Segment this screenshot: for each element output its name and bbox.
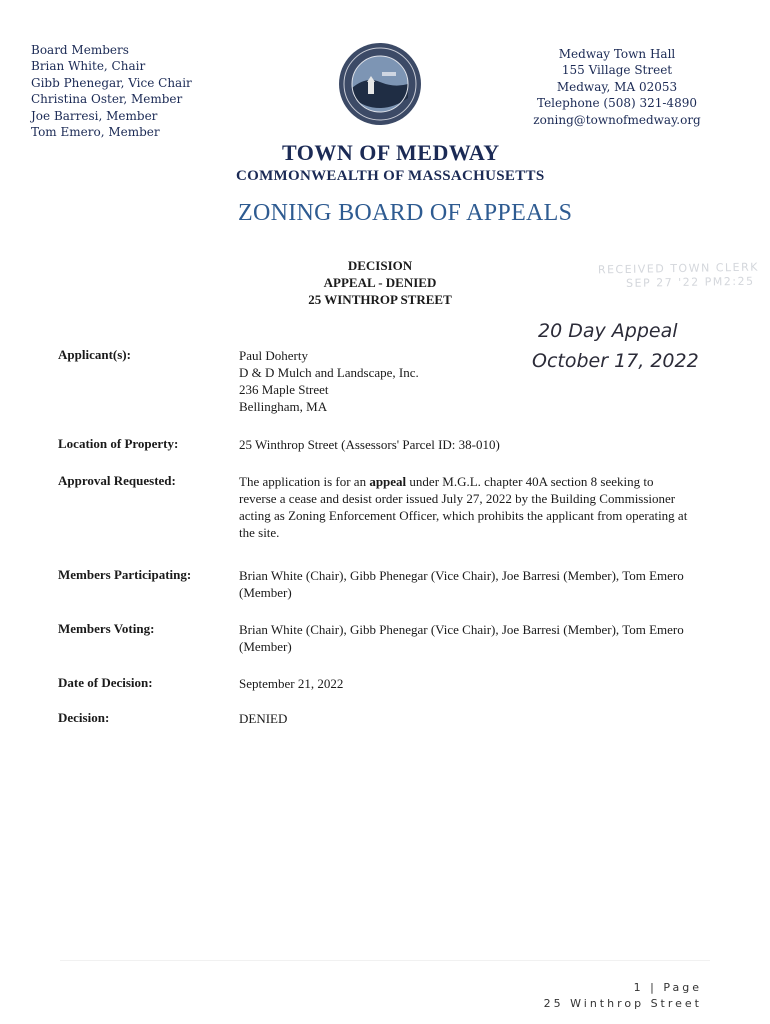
divider [60, 960, 710, 961]
decision-heading-line: 25 WINTHROP STREET [308, 292, 452, 307]
contact-line: 155 Village Street [561, 63, 673, 78]
stamp-line: RECEIVED TOWN CLERK [597, 260, 759, 277]
board-name: ZONING BOARD OF APPEALS [238, 200, 573, 226]
page-number: 1 | Page [633, 981, 702, 994]
board-member: Brian White, Chair [31, 59, 146, 74]
decision-value: DENIED [239, 711, 288, 726]
town-seal-icon [338, 42, 422, 126]
participating-value: Brian White (Chair), Gibb Phenegar (Vice Chair), Joe Barresi (Member), Tom Emero (Member) [239, 568, 684, 600]
stamp-line: SEP 27 '22 PM2:25 [626, 274, 755, 290]
footer-address: 25 Winthrop Street [543, 997, 702, 1010]
location-label: Location of Property: [58, 436, 179, 451]
applicant-line: D & D Mulch and Landscape, Inc. [239, 365, 419, 380]
applicant-line: 236 Maple Street [239, 382, 329, 397]
decision-heading-line: APPEAL - DENIED [323, 275, 437, 290]
approval-text: The application is for an [239, 474, 370, 489]
board-member: Joe Barresi, Member [31, 108, 158, 123]
approval-text: under M.G.L. chapter 40A section 8 seeking to reverse a cease and desist order issued July 27, 2022 by the Building Commissioner acting as Zoning Enforcement Officer, which prohibits the applicant from operating at the site. [239, 474, 688, 540]
applicant-value [239, 347, 694, 415]
date-value: September 21, 2022 [239, 676, 344, 691]
handwritten-line: October 17, 2022 [532, 350, 699, 372]
approval-label: Approval Requested: [58, 473, 176, 488]
voting-label: Members Voting: [58, 621, 155, 636]
board-members-heading: Board Members [31, 43, 129, 57]
town-hall-contact [517, 46, 717, 128]
board-member: Christina Oster, Member [31, 92, 183, 107]
contact-line: Medway, MA 02053 [556, 79, 678, 94]
applicant-line: Bellingham, MA [239, 399, 328, 414]
board-member: Gibb Phenegar, Vice Chair [31, 75, 192, 90]
approval-value [239, 473, 694, 541]
location-value: 25 Winthrop Street (Assessors' Parcel ID: 38-010) [239, 437, 500, 452]
received-stamp [598, 261, 759, 292]
voting-value: Brian White (Chair), Gibb Phenegar (Vice Chair), Joe Barresi (Member), Tom Emero (Member) [239, 622, 684, 654]
applicant-line: Paul Doherty [239, 348, 308, 363]
participating-label: Members Participating: [58, 567, 192, 582]
board-members-block [31, 42, 192, 140]
commonwealth-subtitle: COMMONWEALTH OF MASSACHUSETTS [236, 168, 545, 184]
town-title: TOWN OF MEDWAY [282, 140, 500, 165]
page-footer [544, 980, 702, 1012]
date-label: Date of Decision: [58, 675, 153, 690]
contact-email: zoning@townofmedway.org [533, 112, 701, 127]
contact-phone: Telephone (508) 321-4890 [537, 96, 697, 111]
contact-line: Medway Town Hall [558, 47, 676, 61]
decision-heading [240, 257, 520, 308]
board-member: Tom Emero, Member [31, 125, 160, 140]
applicant-label: Applicant(s): [58, 347, 131, 362]
decision-heading-line: DECISION [347, 258, 413, 273]
approval-emphasis: appeal [369, 474, 407, 489]
handwritten-line: 20 Day Appeal [538, 320, 678, 342]
decision-label: Decision: [58, 710, 110, 725]
